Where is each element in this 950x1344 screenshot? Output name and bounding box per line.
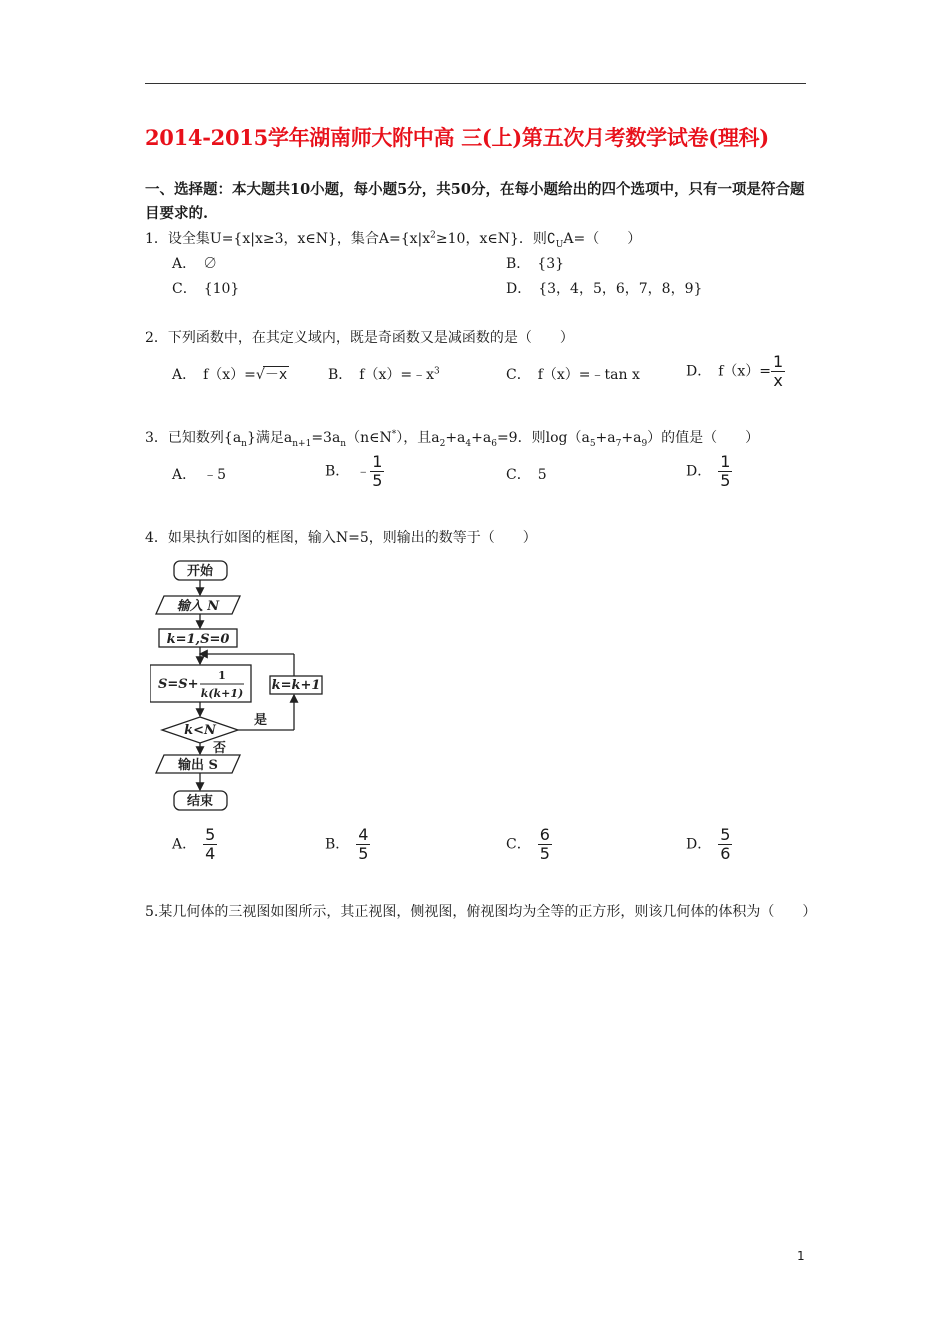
text: +a (595, 430, 616, 446)
question-2-stem: 2．下列函数中，在其定义域内，既是奇函数又是减函数的是（ ） (145, 330, 574, 346)
flow-init-label: k=1,S=0 (166, 632, 230, 647)
section-heading: 一、选择题：本大题共10小题，每小题5分，共50分，在每小题给出的四个选项中，只有一项是符合题目要求的. (145, 181, 805, 222)
flow-input-label: 输入 N (176, 599, 220, 614)
question-1-option-a: A． ∅ (172, 256, 218, 272)
sqrt-expression: √－x (255, 367, 288, 383)
numerator: 5 (720, 825, 731, 844)
question-4-option-a (172, 826, 217, 863)
flow-end-label: 结束 (186, 794, 214, 809)
question-2-option-c: C． f（x）=﹣tan x (506, 367, 640, 383)
fraction (203, 826, 217, 863)
text: +a (471, 430, 492, 446)
text: }满足a (246, 430, 293, 446)
radicand: －x (264, 367, 288, 383)
denominator: 5 (720, 471, 731, 490)
question-4-option-b (325, 826, 370, 863)
text: A． (172, 836, 190, 853)
fraction (356, 826, 370, 863)
question-3-option-a: A． ﹣5 (172, 467, 227, 483)
flow-output-label: 输出 S (178, 758, 218, 773)
question-3-option-c: C． 5 (506, 467, 547, 483)
denominator: 6 (720, 844, 731, 863)
text: +a (621, 430, 642, 446)
numerator: 1 (773, 352, 784, 371)
denominator: 5 (358, 844, 369, 863)
flowchart (150, 555, 340, 817)
subscript: 4 (465, 438, 472, 449)
text: D． (686, 836, 705, 853)
subscript: 9 (641, 438, 648, 449)
text: A=（ ） (563, 231, 642, 247)
denominator: 5 (372, 471, 383, 490)
page-number: 1 (797, 1249, 805, 1263)
question-1-stem (145, 228, 641, 250)
question-2-option-b (328, 364, 440, 384)
flow-increment-label: k=k+1 (271, 678, 321, 693)
text: =9．则log（a (496, 430, 590, 446)
flow-update-denominator: k(k+1) (200, 687, 244, 700)
text: C． (506, 836, 524, 853)
question-4-option-c (506, 826, 552, 863)
question-1-option-c: C． {10} (172, 281, 240, 297)
subscript: n+1 (292, 438, 312, 449)
question-2-option-d (686, 353, 785, 390)
text: （n∈N (346, 430, 392, 446)
flow-condition-label: k<N (184, 723, 216, 738)
header-rule (145, 83, 806, 84)
fraction (538, 826, 552, 863)
exam-title: 2014-2015学年湖南师大附中高 三(上)第五次月考数学试卷(理科) (145, 125, 769, 150)
numerator: 4 (358, 825, 369, 844)
flow-update-prefix: S=S+ (158, 677, 199, 692)
question-5-stem: 5.某几何体的三视图如图所示，其正视图，侧视图，俯视图均为全等的正方形，则该几何体的体积为（ ） (145, 904, 817, 920)
text: =3a (311, 430, 341, 446)
flow-update-numerator: 1 (218, 669, 226, 682)
subscript: 6 (491, 438, 497, 449)
numerator: 1 (720, 452, 731, 471)
denominator: 4 (205, 844, 216, 863)
question-2-option-a (172, 364, 289, 384)
text: 1．设全集U={x|x≥3，x∈N}，集合A={x|x (145, 231, 431, 247)
question-1-option-b: B． {3} (506, 256, 565, 272)
question-3-option-d (686, 453, 732, 490)
flow-start-label: 开始 (186, 564, 214, 579)
text: ≥10，x∈N}．则∁ (435, 231, 556, 247)
superscript: 3 (434, 366, 440, 377)
subscript: n (340, 438, 347, 449)
subscript: 5 (589, 438, 596, 449)
subscript: U (555, 239, 564, 250)
question-3-option-b (325, 453, 384, 490)
question-4-option-d (686, 826, 732, 863)
question-1-option-d: D． {3，4，5，6，7，8，9} (506, 281, 703, 297)
subscript: n (241, 438, 247, 449)
question-4-stem: 4．如果执行如图的框图，输入N=5，则输出的数等于（ ） (145, 530, 537, 546)
text: +a (445, 430, 466, 446)
denominator: x (773, 371, 783, 390)
subscript: 7 (615, 438, 622, 449)
text: ），且a (396, 430, 440, 446)
superscript: * (391, 429, 397, 440)
text: B． ﹣ (325, 463, 371, 480)
fraction (718, 453, 732, 490)
numerator: 5 (205, 825, 216, 844)
flow-yes-label: 是 (254, 713, 268, 728)
text: A． f（x）= (172, 367, 256, 383)
numerator: 6 (539, 825, 550, 844)
text: B． (325, 836, 343, 853)
text: D． (686, 463, 705, 480)
text: 3．已知数列{a (145, 430, 242, 446)
denominator: 5 (539, 844, 550, 863)
subscript: 2 (439, 438, 446, 449)
text: B． f（x）=﹣x (328, 367, 434, 383)
fraction (370, 453, 384, 490)
superscript: 2 (430, 230, 436, 241)
flow-no-label: 否 (213, 741, 227, 756)
fraction (771, 353, 785, 390)
numerator: 1 (372, 452, 383, 471)
text: ）的值是（ ） (647, 430, 760, 446)
text: D． f（x）= (686, 363, 772, 380)
fraction (718, 826, 732, 863)
question-3-stem (145, 427, 759, 449)
